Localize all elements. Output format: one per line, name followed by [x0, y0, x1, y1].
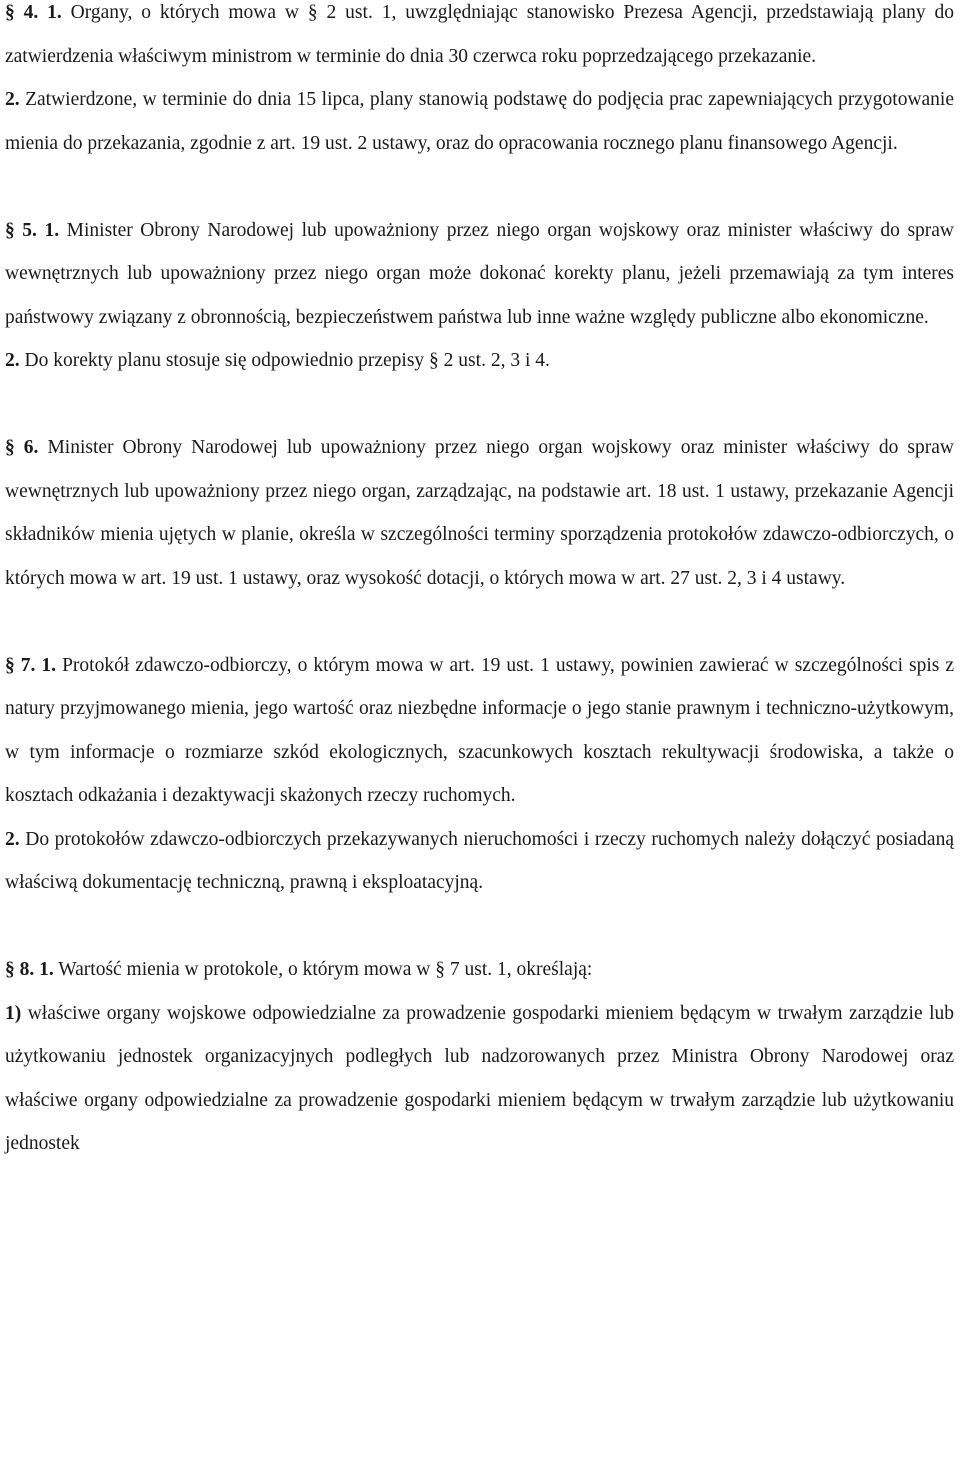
paragraph-text: Wartość mienia w protokole, o którym mowa w § 7 ust. 1, określają: — [58, 959, 593, 980]
paragraph-7-2 — [5, 818, 954, 905]
paragraph-text: Zatwierdzone, w terminie do dnia 15 lipca, plany stanowią podstawę do podjęcia prac zapewniających przygotowanie mienia do przekazania, zgodnie z art. 19 ust. 2 ustawy, oraz do opracowania rocznego planu finansowego Agencji. — [5, 89, 954, 154]
section-number: 2. — [5, 89, 20, 110]
paragraph-7-1 — [5, 644, 954, 818]
paragraph-text: Do korekty planu stosuje się odpowiednio przepisy § 2 ust. 2, 3 i 4. — [24, 350, 550, 371]
paragraph-5-1 — [5, 209, 954, 340]
section-number: § 7. 1. — [5, 654, 57, 676]
section-number: 2. — [5, 350, 20, 371]
paragraph-text: Minister Obrony Narodowej lub upoważniony przez niego organ wojskowy oraz minister właściwy do spraw wewnętrznych lub upoważniony przez niego organ, zarządzając, na podstawie art. 18 ust. 1 ustawy, przekazanie Agencji składników mienia ujętych w planie, określa w szczególności terminy sporządzenia protokołów zdawczo-odbiorczych, o których mowa w art. 19 ust. 1 ustawy, oraz wysokość dotacji, o których mowa w art. 27 ust. 2, 3 i 4 ustawy. — [5, 437, 955, 589]
paragraph-text: Minister Obrony Narodowej lub upoważniony przez niego organ wojskowy oraz minister właściwy do spraw wewnętrznych lub upoważniony przez niego organ może dokonać korekty planu, jeżeli przemawiają za tym interes państwowy związany z obronnością, bezpieczeństwem państwa lub inne ważne względy publiczne albo ekonomiczne. — [5, 219, 955, 328]
section-number: § 5. 1. — [5, 219, 60, 241]
paragraph-4-1 — [5, 0, 954, 78]
paragraph-8-1-point-1 — [5, 992, 954, 1166]
paragraph-5-2 — [5, 339, 954, 383]
paragraph-text: Organy, o których mowa w § 2 ust. 1, uwzględniając stanowisko Prezesa Agencji, przedstawiają plany do zatwierdzenia właściwym ministrom w terminie do dnia 30 czerwca roku poprzedzającego przekazanie. — [5, 2, 955, 67]
section-number: § 4. 1. — [5, 2, 62, 23]
paragraph-8-1 — [5, 948, 954, 992]
section-number: § 6. — [5, 437, 39, 458]
section-number: 2. — [5, 828, 20, 850]
paragraph-text: Do protokołów zdawczo-odbiorczych przekazywanych nieruchomości i rzeczy ruchomych należy dołączyć posiadaną właściwą dokumentację techniczną, prawną i eksploatacyjną. — [5, 828, 954, 893]
section-number: § 8. 1. — [5, 959, 54, 980]
point-number: 1) — [5, 1002, 22, 1024]
paragraph-6 — [5, 426, 954, 600]
paragraph-text: Protokół zdawczo-odbiorczy, o którym mowa w art. 19 ust. 1 ustawy, powinien zawierać w szczególności spis z natury przyjmowanego mienia, jego wartość oraz niezbędne informacje o jego stanie prawnym i techniczno-użytkowym, w tym informacje o rozmiarze szkód ekologicznych, szacunkowych kosztach rekultywacji środowiska, a także o kosztach odkażania i dezaktywacji skażonych rzeczy ruchomych. — [5, 654, 955, 806]
paragraph-4-2 — [5, 78, 954, 165]
paragraph-text: właściwe organy wojskowe odpowiedzialne za prowadzenie gospodarki mieniem będącym w trwałym zarządzie lub użytkowaniu jednostek organizacyjnych podległych lub nadzorowanych przez Ministra Obrony Narodowej oraz właściwe organy odpowiedzialne za prowadzenie gospodarki mieniem będącym w trwałym zarządzie lub użytkowaniu jednostek — [5, 1002, 954, 1154]
